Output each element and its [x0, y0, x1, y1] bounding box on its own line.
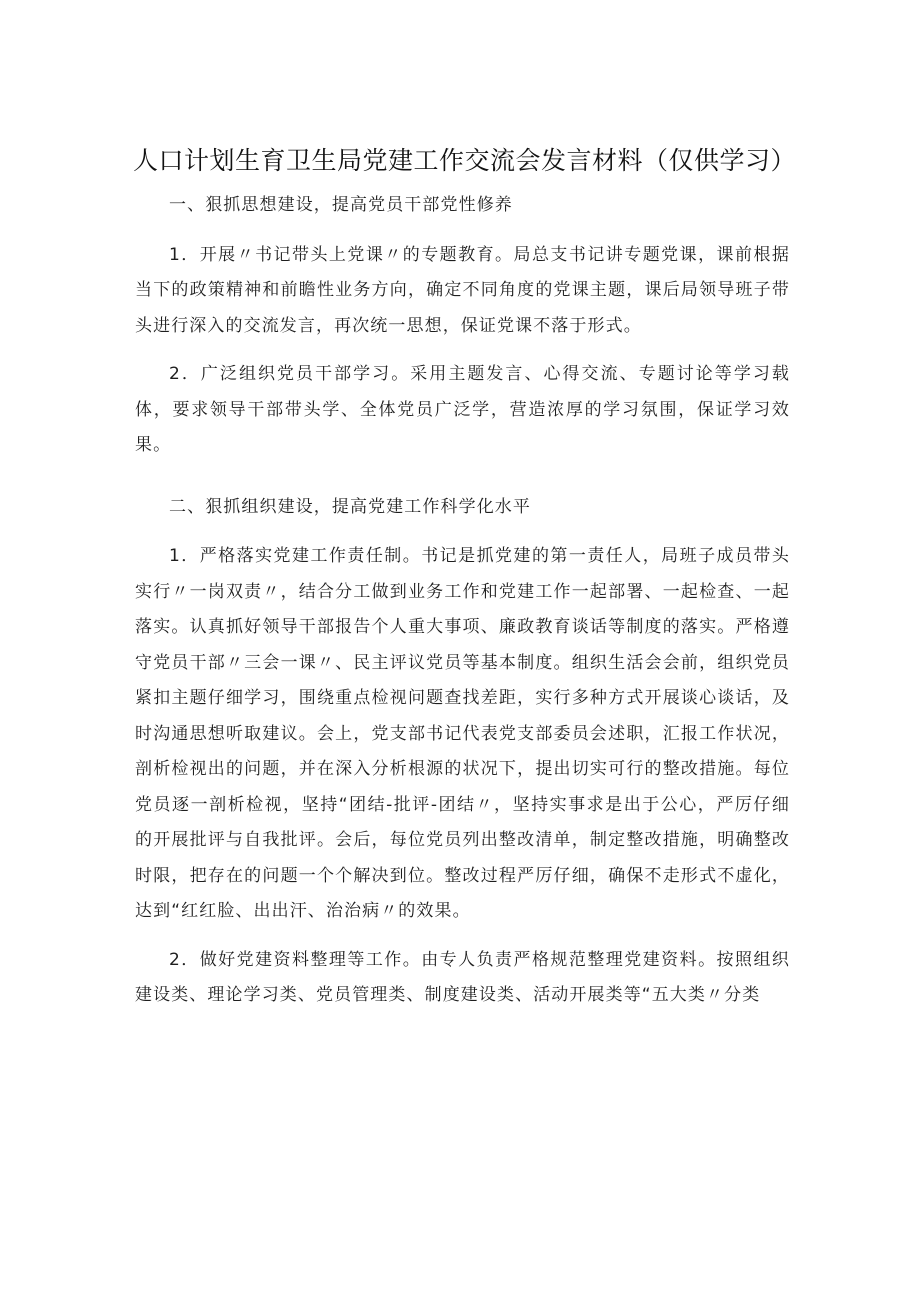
paragraph: 1．开展〃书记带头上党课〃的专题教育。局总支书记讲专题党课，课前根据当下的政策精神和前瞻性业务方向，确定不同角度的党课主题，课后局领导班子带头进行深入的交流发言，再次统一思想，保证党课不落于形式。: [135, 244, 790, 336]
paragraph: 2．广泛组织党员干部学习。采用主题发言、心得交流、专题讨论等学习载体，要求领导干部带头学、全体党员广泛学，营造浓厚的学习氛围，保证学习效果。: [135, 364, 790, 455]
document-title: 人口计划生育卫生局党建工作交流会发言材料（仅供学习）: [133, 146, 797, 175]
section-heading: 一、狠抓思想建设，提高党员干部党性修养: [169, 195, 513, 215]
paragraph: 1．严格落实党建工作责任制。书记是抓党建的第一责任人，局班子成员带头实行〃一岗双责〃，结合分工做到业务工作和党建工作一起部署、一起检查、一起落实。认真抓好领导干部报告个人重大事项、廉政教育谈话等制度的落实。严格遵守党员干部〃三会一课〃、民主评议党员等基本制度。组织生活会会前，组织党员紧扣主题仔细学习，围绕重点检视问题查找差距，实行多种方式开展谈心谈话，及时沟通思想听取建议。会上，党支部书记代表党支部委员会述职，汇报工作状况，剖析检视出的问题，并在深入分析根源的状况下，提出切实可行的整改措施。每位党员逐一剖析检视，坚持“团结-批评-团结〃，坚持实事求是出于公心，严厉仔细的开展批评与自我批评。会后，每位党员列出整改清单，制定整改措施，明确整改时限，把存在的问题一个个解决到位。整改过程严厉仔细，确保不走形式不虚化，达到“红红脸、出出汗、治治病〃的效果。: [135, 546, 790, 921]
section-heading: 二、狠抓组织建设，提高党建工作科学化水平: [169, 496, 531, 517]
document-body: [135, 188, 790, 1027]
paragraph: 2．做好党建资料整理等工作。由专人负责严格规范整理党建资料。按照组织建设类、理论学习类、党员管理类、制度建设类、活动开展类等“五大类〃分类: [135, 949, 790, 1005]
